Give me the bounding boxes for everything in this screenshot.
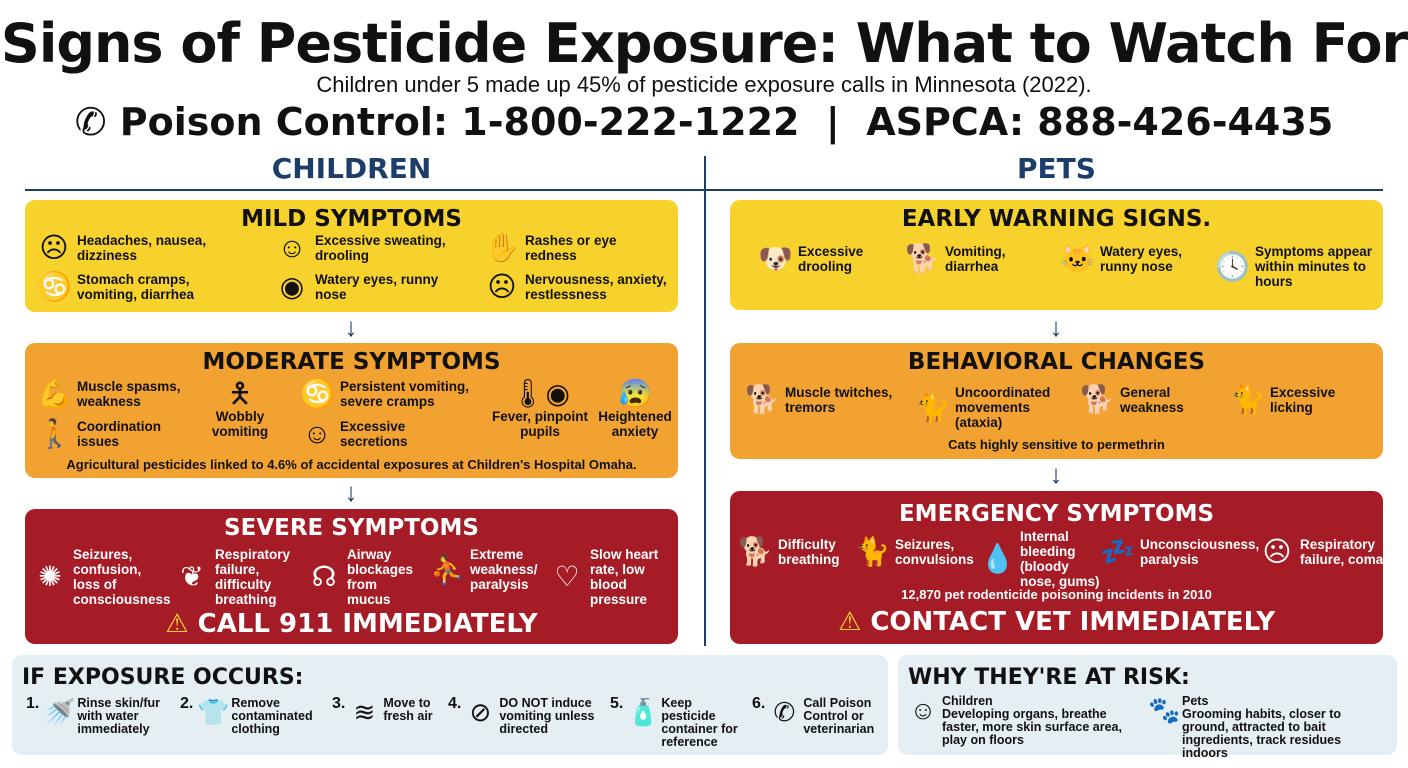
muscle-icon: 💪	[37, 378, 72, 409]
symptom-item: 😰 Heightened anxiety	[598, 378, 672, 439]
symptom-item: ✺ Seizures, confusion, loss of consciousness	[33, 547, 168, 607]
thermometer-eye-icon: 🌡◉	[510, 378, 570, 409]
symptom-item: ♡ Slow heart rate, low blood pressure	[550, 547, 665, 607]
risk-title: WHY THEY'RE AT RISK:	[908, 665, 1190, 690]
stomach-icon: ♋	[300, 378, 335, 409]
step-item: 6. ✆ Call Poison Control or veterinarian	[752, 695, 875, 736]
symptom-item: ☹ Nervousness, anxiety, restlessness	[485, 272, 705, 302]
emergency-note: 12,870 pet rodenticide poisoning incidents in 2010	[901, 587, 1212, 602]
symptom-item: 🐱 Watery eyes, runny nose	[1060, 243, 1183, 274]
no-vomiting-icon: ⊘	[469, 697, 492, 727]
paw-icon: 🐾	[1148, 695, 1181, 725]
head-icon: ☹	[1262, 536, 1292, 567]
moderate-title: MODERATE SYMPTOMS	[202, 349, 501, 375]
stumbling-figure-icon: 🚶	[37, 418, 72, 449]
dog-breathing-icon: 🐕	[738, 536, 773, 567]
seizing-cat-icon: 🐈	[855, 536, 890, 567]
clock-icon: 🕓	[1215, 250, 1250, 282]
moderate-symptoms-box	[25, 343, 678, 478]
symptom-item: 🐕 General weakness	[1080, 384, 1184, 415]
symptom-item: ♋ Stomach cramps, vomiting, diarrhea	[37, 271, 195, 302]
step-item: 2. 👕 Remove contaminated clothing	[180, 695, 313, 736]
pets-heading: PETS	[1017, 152, 1096, 185]
symptom-item: ☊ Airway blockages from mucus	[307, 547, 417, 607]
symptom-item: ❦ Respiratory failure, difficulty breathing	[175, 547, 290, 607]
symptom-item: ☹ Headaches, nausea, dizziness	[37, 233, 217, 263]
down-arrow-icon: ↓	[1049, 312, 1063, 342]
wobbly-figure-icon: 🯅	[227, 378, 253, 409]
hotline-text: Poison Control: 1-800-222-1222 | ASPCA: 888-426-4435	[119, 100, 1334, 144]
bleeding-nose-icon: 💧	[980, 543, 1015, 574]
severe-symptoms-box	[25, 509, 678, 644]
symptom-item: ◉ Watery eyes, runny nose	[275, 272, 455, 302]
risk-panel	[898, 655, 1397, 760]
symptom-item: 🯅 Wobbly vomiting	[211, 378, 269, 439]
exposure-steps-panel	[12, 655, 888, 755]
step-item: 1. 🚿 Rinse skin/fur with water immediately	[26, 695, 161, 736]
symptom-item: 🐕 Vomiting, diarrhea	[905, 243, 1006, 274]
sleeping-dog-icon: 💤	[1100, 536, 1135, 567]
heart-rate-icon: ♡	[554, 561, 580, 592]
mild-title: MILD SYMPTOMS	[241, 206, 462, 232]
worried-face-icon: ☹	[487, 271, 517, 302]
behavioral-changes-box	[730, 343, 1383, 459]
risk-pets: 🐾 Pets Grooming habits, closer to ground, attracted to bait ingredients, track residues indoors	[1148, 694, 1342, 760]
behavioral-title: BEHAVIORAL CHANGES	[907, 349, 1206, 375]
symptom-item: ✋ Rashes or eye redness	[485, 232, 617, 263]
column-divider	[704, 156, 706, 646]
children-heading: CHILDREN	[271, 152, 432, 185]
lungs-icon: ❦	[180, 561, 204, 592]
symptom-item: 💤 Unconsciousness, paralysis	[1100, 536, 1260, 567]
phone-icon: ✆	[74, 100, 120, 144]
symptom-item: 🌡◉ Fever, pinpoint pupils	[491, 378, 588, 439]
drooling-dog-icon: 🐶	[758, 243, 793, 274]
airway-icon: ☊	[311, 561, 337, 592]
stomach-icon: ♋	[37, 271, 72, 302]
symptom-item: ☹ Respiratory failure, coma	[1260, 537, 1390, 567]
fallen-person-icon: ⛹	[430, 553, 465, 585]
page-title: Signs of Pesticide Exposure: What to Watch For	[0, 12, 1408, 75]
emergency-symptoms-box	[730, 491, 1383, 644]
subtitle: Children under 5 made up 45% of pesticide exposure calls in Minnesota (2022).	[316, 72, 1092, 97]
step-item: 3. ≋ Move to fresh air	[332, 695, 433, 727]
symptom-item: 💪 Muscle spasms, weakness	[37, 378, 181, 409]
symptom-item: 💧 Internal bleeding (bloody nose, gums)	[980, 529, 1100, 589]
risk-children: ☺ Children Developing organs, breathe faster, more skin surface area, play on floors	[909, 694, 1122, 747]
symptom-item: 🐕 Muscle twitches, tremors	[745, 384, 893, 415]
symptom-item: 🐈 Uncoordinated movements (ataxia)	[915, 385, 1051, 430]
licking-cat-icon: 🐈	[1230, 384, 1265, 415]
step-item: 5. 🧴 Keep pesticide container for reference	[610, 695, 738, 749]
sweating-face-icon: ☺	[277, 232, 307, 263]
exposure-title: IF EXPOSURE OCCURS:	[22, 665, 304, 690]
head-icon: ☹	[39, 232, 69, 263]
face-secretions-icon: ☺	[302, 418, 332, 449]
symptom-item: 🕓 Symptoms appear within minutes to hours	[1215, 244, 1373, 289]
baby-face-icon: ☺	[909, 695, 937, 725]
behavioral-note: Cats highly sensitive to permethrin	[948, 437, 1165, 452]
symptom-item: ♋ Persistent vomiting, severe cramps	[300, 378, 470, 409]
symptom-item: 🐈 Excessive licking	[1230, 384, 1336, 415]
vomiting-dog-icon: 🐕	[905, 243, 940, 274]
symptom-item: 🐶 Excessive drooling	[758, 243, 864, 274]
cat-icon: 🐈	[915, 391, 950, 423]
down-arrow-icon: ↓	[344, 477, 358, 507]
symptom-item: ☺ Excessive secretions	[300, 419, 430, 449]
trembling-dog-icon: 🐕	[745, 384, 780, 415]
contact-vet-alert: ⚠ CONTACT VET IMMEDIATELY	[837, 607, 1276, 637]
early-title: EARLY WARNING SIGNS.	[901, 206, 1212, 232]
symptom-item: 🐕 Difficulty breathing	[738, 536, 840, 567]
phone-icon: ✆	[773, 697, 796, 727]
down-arrow-icon: ↓	[1049, 459, 1063, 489]
moderate-note: Agricultural pesticides linked to 4.6% of accidental exposures at Children's Hospital Omaha.	[66, 457, 637, 472]
shirt-icon: 👕	[197, 697, 230, 727]
wind-icon: ≋	[353, 697, 376, 727]
weak-dog-icon: 🐕	[1080, 384, 1115, 415]
crying-cat-icon: 🐱	[1060, 243, 1095, 274]
hotline-numbers	[0, 100, 1408, 144]
container-bottle-icon: 🧴	[627, 697, 660, 727]
eye-icon: ◉	[279, 271, 305, 302]
step-item: 4. ⊘ DO NOT induce vomiting unless directed	[448, 695, 595, 736]
symptom-item: 🚶 Coordination issues	[37, 418, 161, 449]
warning-icon: ⚠	[165, 609, 198, 639]
rash-hand-icon: ✋	[485, 232, 520, 263]
early-warning-box	[730, 200, 1383, 310]
anxious-face-icon: 😰	[618, 378, 653, 409]
down-arrow-icon: ↓	[344, 312, 358, 342]
emergency-title: EMERGENCY SYMPTOMS	[898, 501, 1215, 527]
call-911-alert: ⚠ CALL 911 IMMEDIATELY	[165, 609, 538, 639]
symptom-item: 🐈 Seizures, convulsions	[855, 536, 974, 567]
severe-title: SEVERE SYMPTOMS	[224, 515, 479, 541]
symptom-item: ⛹ Extreme weakness/ paralysis	[430, 547, 538, 592]
warning-icon: ⚠	[837, 607, 871, 637]
seizure-head-icon: ✺	[38, 561, 62, 592]
symptom-item: ☺ Excessive sweating, drooling	[275, 233, 455, 263]
rinse-dog-icon: 🚿	[43, 697, 76, 727]
mild-symptoms-box	[25, 200, 678, 312]
